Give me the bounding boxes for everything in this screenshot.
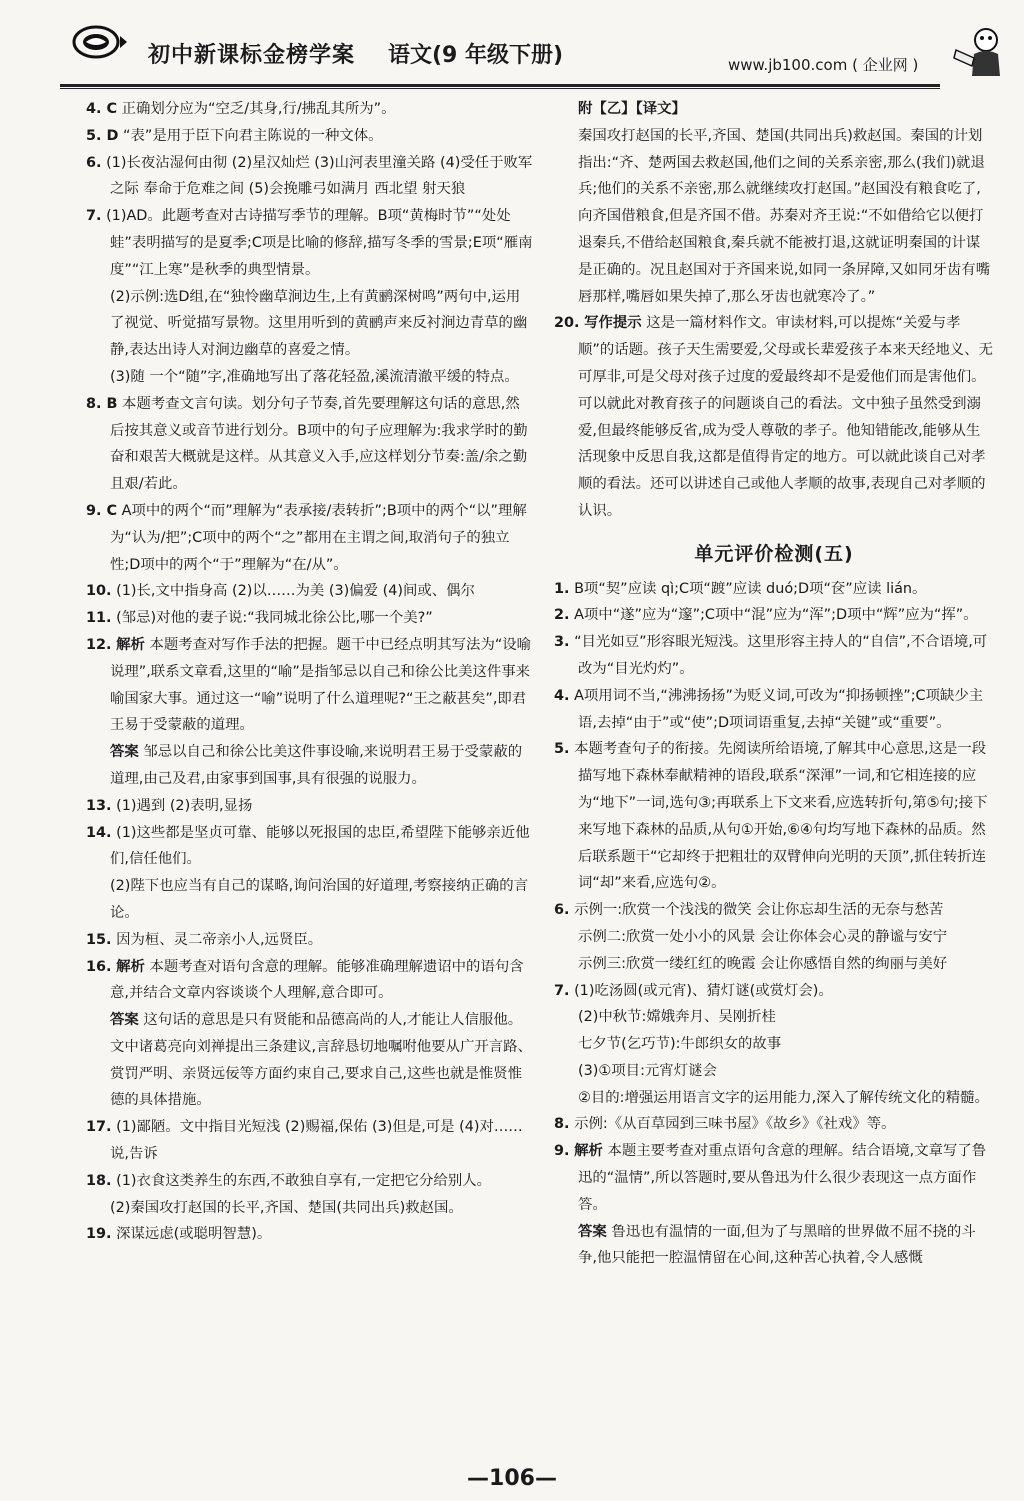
item-text: B项“契”应读 qì;C项“踱”应读 duó;D项“奁”应读 lián。 (574, 580, 927, 597)
item-number: 18. (86, 1172, 112, 1189)
item-number: 4. (554, 687, 570, 704)
item-number: 3. (554, 634, 570, 651)
answer-item (554, 1111, 994, 1138)
answer-item (86, 632, 534, 739)
item-text: 这是一篇材料作文。审读材料,可以提炼“关爱与孝顺”的话题。孩子天生需要爱,父母或长辈爱孩子本来天经地义、无可厚非,可是父母对孩子过度的爱最终却不是爱他们而是害他们。可以就此对教育孩子的问题谈自己的看法。文中独子虽然受到溺爱,但最终能够反省,成为受人尊敬的孝子。他知错能改,能够从生活现象中反思自我,这都是值得肯定的地方。可以就此谈自己对孝顺的看法。还可以讲述自己或他人孝顺的故事,表现自己对孝顺的认识。 (578, 315, 993, 519)
answer-subitem (554, 924, 994, 951)
item-number: 9. (554, 1143, 570, 1160)
answer-item (86, 203, 534, 283)
item-text: (1)吃汤圆(或元宵)、猜灯谜(或赏灯会)。 (574, 982, 833, 999)
answer-subitem (554, 951, 994, 978)
answer-item (86, 1221, 534, 1248)
item-text: (1)遇到 (2)表明,显扬 (116, 797, 253, 814)
answer-item (86, 498, 534, 578)
answer-item (86, 954, 534, 1008)
item-number: 2. (554, 607, 570, 624)
section-title: 单元评价检测(五) (694, 542, 854, 565)
item-text: 示例三:欣赏一缕红红的晚霞 会让你感悟自然的绚丽与美好 (578, 955, 948, 972)
item-text: 深谋远虑(或聪明智慧)。 (116, 1226, 272, 1243)
item-number: 1. (554, 580, 570, 597)
answer-item (86, 927, 534, 954)
answer-subitem (554, 1058, 994, 1085)
item-number: 5. (554, 741, 570, 758)
item-number: 7. (86, 208, 102, 225)
item-number: 14. (86, 824, 112, 841)
item-number: 16. (86, 958, 112, 975)
answer-item (554, 602, 994, 629)
left-column (86, 96, 534, 1248)
mascot-icon (948, 20, 1008, 80)
item-text: (2)示例:选D组,在“独怜幽草涧边生,上有黄鹂深树鸣”两句中,运用了视觉、听觉描写景物。这里用听到的黄鹂声来反衬涧边青草的幽静,表达出诗人对涧边幽草的喜爱之情。 (110, 288, 528, 359)
item-text: (1)AD。此题考查对古诗描写季节的理解。B项“黄梅时节”“处处蛙”表明描写的是夏季;C项是比喻的修辞,描写冬季的雪景;E项“雁南度”“江上寒”是秋季的典型情景。 (106, 208, 533, 278)
item-tag: 答案 (110, 744, 139, 761)
page-number: —106— (467, 1466, 557, 1491)
item-text: 邹忌以自己和徐公比美这件事设喻,来说明君王易于受蒙蔽的道理,由己及君,由家事到国事,具有很强的说服力。 (110, 744, 523, 787)
item-number: 8. B (86, 395, 118, 412)
item-text: 因为桓、灵二帝亲小人,远贤臣。 (116, 931, 323, 948)
answer-item (86, 793, 534, 820)
answer-subitem (554, 123, 994, 311)
item-number: 6. (86, 154, 102, 171)
item-text: (2)陛下也应当有自己的谋略,询问治国的好道理,考察接纳正确的言论。 (110, 878, 529, 921)
item-tag: 写作提示 (584, 315, 642, 332)
answer-item (86, 150, 534, 204)
item-text: A项中“遂”应为“邃”;C项中“混”应为“浑”;D项中“辉”应为“挥”。 (574, 607, 978, 624)
item-text: “目光如豆”形容眼光短浅。这里形容主持人的“自信”,不合语境,可改为“目光灼灼”。 (574, 634, 988, 677)
answer-subitem (554, 1031, 994, 1058)
item-tag: 解析 (116, 636, 145, 653)
item-text: (1)长夜沾湿何由彻 (2)星汉灿烂 (3)山河表里潼关路 (4)受任于败军之际 奉命于危难之间 (5)会挽雕弓如满月 西北望 射天狼 (106, 154, 533, 198)
item-text: 本题考查对写作手法的把握。题干中已经点明其写法为“设喻说理”,联系文章看,这里的“喻”是指邹忌以自己和徐公比美这件事来喻国家大事。通过这一“喻”说明了什么道理呢?“王之蔽甚矣”,即君王易于受蒙蔽的道理。 (110, 636, 532, 734)
answer-item (86, 1168, 534, 1195)
item-text: (2)中秋节:嫦娥奔月、吴刚折桂 (578, 1009, 776, 1026)
item-text: (3)①项目:元宵灯谜会 (578, 1062, 717, 1079)
item-tag: 附【乙】【译文】 (578, 101, 686, 117)
item-number: 20. (554, 315, 580, 332)
item-text: 这句话的意思是只有贤能和品德高尚的人,才能让人信服他。文中诸葛亮向刘禅提出三条建议,言辞恳切地嘱咐他要从广开言路、赏罚严明、亲贤远佞等方面约束自己,要求自己,这些也就是惟贤惟德的具体措施。 (110, 1012, 532, 1109)
item-text: 示例二:欣赏一处小小的风景 会让你体会心灵的静谧与安宁 (578, 928, 948, 945)
item-text: 本题主要考查对重点语句含意的理解。结合语境,文章写了鲁迅的“温情”,所以答题时,要从鲁迅为什么很少表现这一点方面作答。 (578, 1143, 987, 1213)
item-text: 本题考查对语句含意的理解。能够准确理解遗诏中的语句含意,并结合文章内容谈谈个人理解,意合即可。 (110, 958, 524, 1002)
item-number: 13. (86, 797, 112, 814)
series-title: 初中新课标金榜学案 (148, 43, 356, 68)
item-text: “表”是用于臣下向君主陈说的一种文体。 (123, 127, 383, 144)
page-header (0, 0, 1024, 88)
item-text: 七夕节(乞巧节):牛郎织女的故事 (578, 1036, 782, 1053)
item-number: 5. D (86, 127, 119, 144)
right-column (554, 96, 994, 1272)
header-rule (60, 84, 940, 87)
item-number: 8. (554, 1116, 570, 1133)
answer-item (554, 897, 994, 924)
answer-subitem (554, 1004, 994, 1031)
item-text: (邹忌)对他的妻子说:“我同城北徐公比,哪一个美?” (116, 610, 433, 627)
item-text: 秦国攻打赵国的长平,齐国、楚国(共同出兵)救赵国。秦国的计划指出:“齐、楚两国去救赵国,他们之间的关系亲密,那么(我们)就退兵;他们的关系不亲密,那么就继续攻打赵国。”赵国没有粮食吃了,向齐国借粮食,但是齐国不借。苏秦对齐王说:“不如借给它以便打退秦兵,不借给赵国粮食,秦兵就不能被打退,这就证明秦国的计谋是正确的。况且赵国对于齐国来说,如同一条屏障,又如同牙齿有嘴唇那样,嘴唇如果失掉了,那么牙齿也就寒冷了。” (578, 127, 991, 305)
item-number: 15. (86, 931, 112, 948)
item-number: 6. (554, 902, 570, 919)
item-tag: 解析 (574, 1143, 603, 1160)
answer-subitem (86, 739, 534, 793)
answer-item (554, 736, 994, 897)
item-text: (1)衣食这类养生的东西,不敢独自享有,一定把它分给别人。 (116, 1172, 491, 1189)
answer-item (86, 1114, 534, 1168)
book-logo-icon (70, 22, 128, 62)
answer-subitem (86, 873, 534, 927)
item-text: ②目的:增强运用语言文字的运用能力,深入了解传统文化的精髓。 (578, 1089, 989, 1106)
answer-item (86, 820, 534, 874)
item-tag: 答案 (578, 1223, 607, 1240)
subject-title: 语文(9 年级下册) (388, 43, 564, 68)
item-number: 12. (86, 636, 112, 653)
item-text: (1)鄙陋。文中指目光短浅 (2)赐福,保佑 (3)但是,可是 (4)对……说,告诉 (110, 1119, 523, 1163)
item-text: 示例:《从百草园到三味书屋》《故乡》《社戏》等。 (574, 1116, 896, 1133)
item-text: 本题考查句子的衔接。先阅读所给语境,了解其中心意思,这是一段描写地下森林奉献精神的语段,联系“深渾”一词,和它相连接的应为“地下”一词,选句③;再联系上下文来看,应选转折句,第⑤句;接下来写地下森林的品质,从句①开始,⑥④句均写地下森林的品质。然后联系题干“它却终于把粗壮的双臂伸向光明的天顶”,抓住转折连词“却”来看,应选句②。 (574, 741, 988, 892)
item-text: 示例一:欣赏一个浅浅的微笑 会让你忘却生活的无奈与愁苦 (574, 902, 944, 919)
item-number: 11. (86, 610, 112, 627)
item-text: 正确划分应为“空乏/其身,行/拂乱其所为”。 (121, 101, 396, 117)
item-text: 本题考查文言句读。划分句子节奏,首先要理解这句话的意思,然后按其意义或音节进行划分。B项中的句子应理解为:我求学时的勤奋和艰苦大概就是这样。从其意义入手,应这样划分节奏:盖/余之勤且艰/若此。 (110, 395, 528, 493)
item-tag: 解析 (116, 958, 145, 975)
answer-subitem (554, 1219, 994, 1273)
answer-item (86, 123, 534, 150)
answer-item (554, 310, 994, 524)
answer-subitem (86, 1195, 534, 1222)
item-text: A项用词不当,“沸沸扬扬”为贬义词,可改为“抑扬顿挫”;C项缺少主语,去掉“由于”或“使”;D项词语重复,去掉“关键”或“重要”。 (574, 687, 984, 731)
item-number: 10. (86, 583, 112, 600)
answer-item (86, 578, 534, 605)
answer-subitem (86, 1007, 534, 1114)
answer-item (86, 605, 534, 632)
item-tag: 答案 (110, 1012, 139, 1029)
answer-item (86, 96, 534, 123)
answer-subitem (554, 96, 994, 123)
answer-item (554, 1138, 994, 1218)
website-url: www.jb100.com ( 企业网 ) (728, 56, 919, 74)
item-text: (1)长,文中指身高 (2)以……为美 (3)偏爱 (4)间或、偶尔 (116, 583, 475, 600)
answer-item (554, 576, 994, 603)
item-text: (2)秦国攻打赵国的长平,齐国、楚国(共同出兵)救赵国。 (110, 1199, 463, 1216)
header-rule-thin (60, 88, 940, 89)
item-number: 19. (86, 1226, 112, 1243)
item-number: 4. C (86, 101, 118, 117)
answer-subitem (86, 284, 534, 364)
item-number: 7. (554, 982, 570, 999)
item-text: (3)随 一个“随”字,准确地写出了落花轻盈,溪流清澈平缓的特点。 (110, 368, 519, 385)
answer-subitem (554, 1085, 994, 1112)
answer-item (86, 391, 534, 498)
answer-item (554, 978, 994, 1005)
item-number: 9. C (86, 502, 118, 519)
answer-subitem (86, 364, 534, 391)
answer-item (554, 629, 994, 683)
answer-item (554, 683, 994, 737)
item-text: 鲁迅也有温情的一面,但为了与黑暗的世界做不屈不挠的斗争,他只能把一腔温情留在心间,这种苦心执着,令人感慨 (578, 1223, 976, 1267)
item-number: 17. (86, 1119, 112, 1136)
item-text: A项中的两个“而”理解为“表承接/表转折”;B项中的两个“以”理解为“认为/把”;C项中的两个“之”都用在主谓之间,取消句子的独立性;D项中的两个“于”理解为“在/从”。 (110, 502, 527, 573)
item-text: (1)这些都是坚贞可靠、能够以死报国的忠臣,希望陛下能够亲近他们,信任他们。 (110, 824, 530, 868)
